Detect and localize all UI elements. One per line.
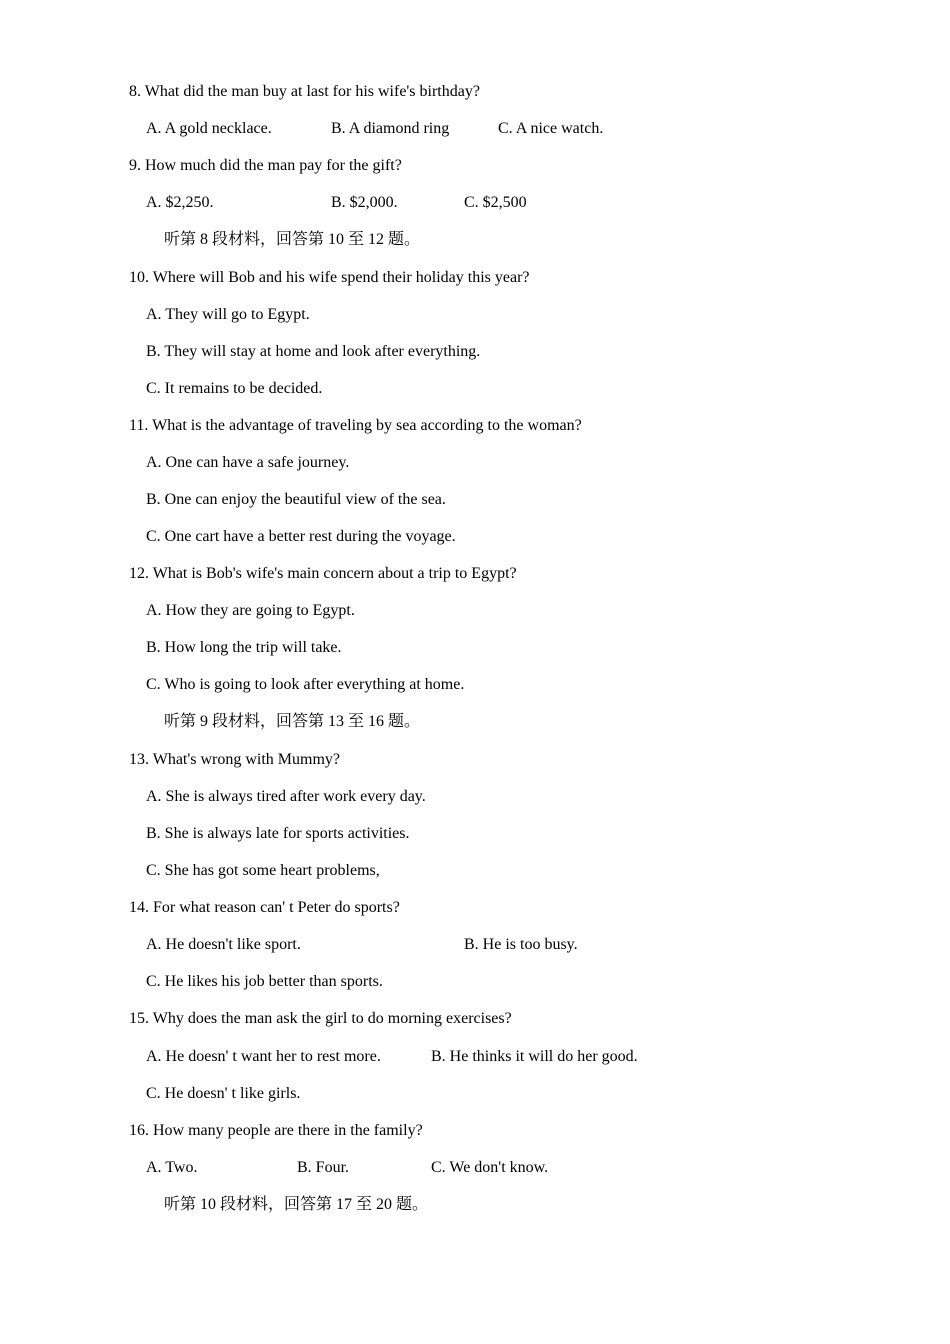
- option-b: B. A diamond ring: [331, 120, 450, 137]
- option-b: B. He thinks it will do her good.: [431, 1048, 638, 1065]
- question-text: 15. Why does the man ask the girl to do morning exercises?: [129, 1010, 512, 1027]
- option-a: A. One can have a safe journey.: [146, 454, 350, 471]
- question-text: 14. For what reason can' t Peter do sports?: [129, 899, 400, 916]
- option-a: A. They will go to Egypt.: [146, 306, 310, 323]
- option-a: A. He doesn't like sport.: [146, 936, 301, 953]
- instruction-text: 听第 9 段材料，回答第 13 至 16 题。: [164, 713, 421, 730]
- option-a: A. A gold necklace.: [146, 120, 272, 137]
- option-b: B. How long the trip will take.: [146, 639, 342, 656]
- question-text: 11. What is the advantage of traveling by sea according to the woman?: [129, 417, 582, 434]
- option-a: A. $2,250.: [146, 194, 214, 211]
- option-b: B. One can enjoy the beautiful view of the sea.: [146, 491, 446, 508]
- question-text: 12. What is Bob's wife's main concern about a trip to Egypt?: [129, 565, 517, 582]
- option-a: A. He doesn' t want her to rest more.: [146, 1048, 381, 1065]
- option-c: C. She has got some heart problems,: [146, 862, 380, 879]
- question-text: 13. What's wrong with Mummy?: [129, 751, 341, 768]
- option-b: B. She is always late for sports activities.: [146, 825, 410, 842]
- option-c: C. It remains to be decided.: [146, 380, 323, 397]
- question-text: 8. What did the man buy at last for his wife's birthday?: [129, 83, 480, 100]
- question-text: 10. Where will Bob and his wife spend their holiday this year?: [129, 269, 530, 286]
- option-b: B. He is too busy.: [464, 936, 578, 953]
- option-a: A. Two.: [146, 1159, 198, 1176]
- instruction-text: 听第 10 段材料，回答第 17 至 20 题。: [164, 1196, 429, 1213]
- option-c: C. He doesn' t like girls.: [146, 1085, 301, 1102]
- option-c: C. He likes his job better than sports.: [146, 973, 383, 990]
- option-c: C. $2,500: [464, 194, 527, 211]
- instruction-text: 听第 8 段材料，回答第 10 至 12 题。: [164, 231, 421, 248]
- option-c: C. A nice watch.: [498, 120, 604, 137]
- option-a: A. How they are going to Egypt.: [146, 602, 355, 619]
- option-a: A. She is always tired after work every day.: [146, 788, 426, 805]
- question-text: 16. How many people are there in the family?: [129, 1122, 423, 1139]
- option-c: C. Who is going to look after everything at home.: [146, 676, 465, 693]
- option-c: C. We don't know.: [431, 1159, 549, 1176]
- question-text: 9. How much did the man pay for the gift?: [129, 157, 402, 174]
- option-b: B. They will stay at home and look after everything.: [146, 343, 481, 360]
- option-b: B. Four.: [297, 1159, 350, 1176]
- option-b: B. $2,000.: [331, 194, 398, 211]
- option-c: C. One cart have a better rest during the voyage.: [146, 528, 456, 545]
